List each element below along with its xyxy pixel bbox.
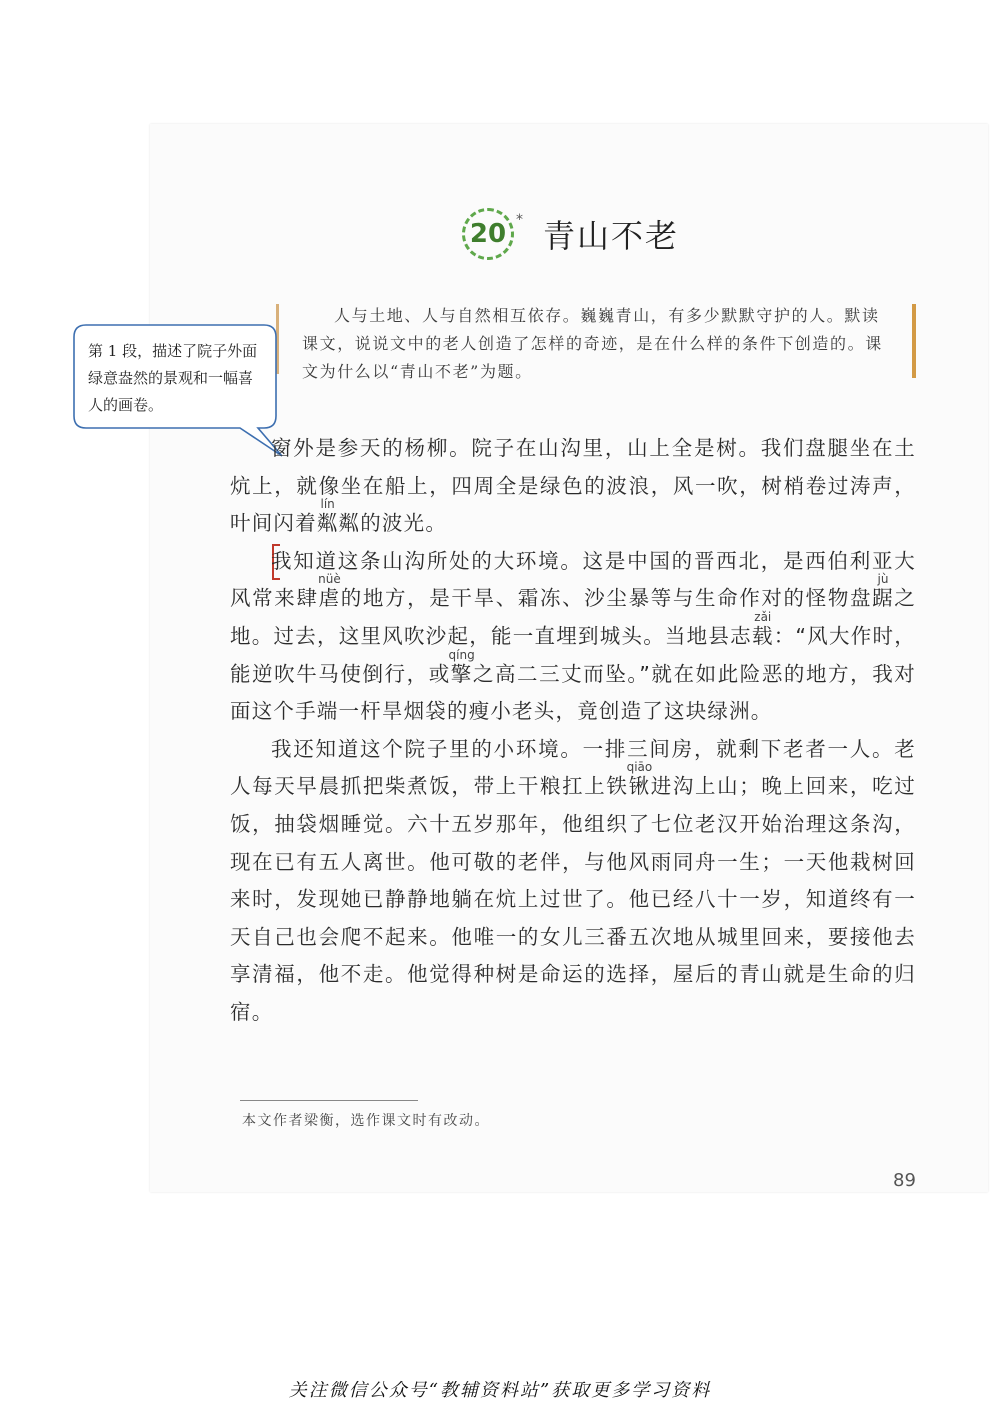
p2-text-a: 我知道这条山沟所处的大环境。这是中国的晋西北，是西伯利亚大风常来肆 — [230, 548, 916, 611]
lesson-star-mark: * — [516, 212, 523, 228]
lesson-body — [230, 430, 916, 1032]
pinyin: zǎi — [751, 609, 774, 624]
p2-text-b: 的地方，是干旱、霜冻、沙尘暴等与生命作对的怪物盘 — [340, 586, 873, 611]
footnote-divider — [240, 1100, 418, 1101]
pinyin: qíng — [448, 647, 475, 662]
paragraph-1 — [230, 430, 916, 543]
annotation-bubble — [72, 324, 278, 430]
paragraph-3 — [230, 731, 916, 1032]
ruby-nue — [318, 572, 341, 611]
p1-text-b: 粼的波光。 — [338, 511, 448, 536]
paragraph-2 — [230, 543, 916, 731]
ruby-char: 粼 — [316, 511, 339, 536]
ruby-char: 锹 — [626, 774, 653, 799]
pinyin: lín — [316, 497, 339, 512]
pinyin: nüè — [318, 572, 341, 587]
lesson-number-badge: 20 — [462, 208, 514, 260]
p2-text-e: 之高二三丈而坠。”就在如此险恶的地方，我对面这个手端一杆旱烟袋的瘦小老头，竟创造了这块绿洲。 — [230, 661, 916, 724]
ruby-qiao — [626, 760, 653, 799]
intro-right-bar — [912, 304, 916, 378]
ruby-char: 载 — [751, 623, 774, 648]
lesson-intro-text: 人与土地、人与自然相互依存。巍巍青山，有多少默默守护的人。默读课文，说说文中的老人创造了怎样的奇迹，是在什么样的条件下创造的。课文为什么以“青山不老”为题。 — [302, 306, 883, 381]
lesson-header — [462, 206, 679, 262]
p2-text-c: 之地。过去，这里风吹沙起，能一直埋到城头。当地县志 — [230, 586, 916, 648]
page-number: 89 — [893, 1170, 916, 1191]
ruby-qing — [448, 647, 475, 686]
ruby-ju — [872, 572, 895, 611]
lesson-intro-box — [276, 298, 916, 382]
p2-text-d: ：“风大作时，能逆吹牛马使倒行，或 — [230, 623, 916, 686]
ruby-char: 虐 — [318, 586, 341, 611]
ruby-char: 踞 — [872, 586, 895, 611]
pinyin: jù — [872, 572, 894, 587]
watermark-note: 关注微信公众号“教辅资料站”获取更多学习资料 — [288, 1380, 712, 1401]
ruby-lin — [316, 497, 339, 536]
lesson-title: 青山不老 — [543, 217, 680, 255]
pinyin: qiāo — [626, 760, 653, 775]
footnote: 本文作者梁衡，选作课文时有改动。 — [242, 1113, 490, 1129]
p1-text-a: 窗外是参天的杨柳。院子在山沟里，山上全是树。我们盘腿坐在土炕上，就像坐在船上，四周全是绿色的波浪，风一吹，树梢卷过涛声，叶间闪着 — [230, 436, 916, 536]
p3-text-a: 我还知道这个院子里的小环境。一排三间房，就剩下老者一人。老人每天早晨抓把柴煮饭，带上干粮扛上铁 — [230, 736, 916, 799]
ruby-char: 擎 — [448, 661, 475, 686]
p3-text-b: 进沟上山；晚上回来，吃过饭，抽袋烟睡觉。六十五岁那年，他组织了七位老汉开始治理这条沟，现在已有五人离世。他可敬的老伴，与他风雨同舟一生；一天他栽树回来时，发现她已静静地躺在炕上过世了。他已经八十一岁，知道终有一天自己也会爬不起来。他唯一的女儿三番五次地从城里回来，要接他去享清福，他不走。他觉得种树是命运的选择，屋后的青山就是生命的归宿。 — [230, 774, 916, 1024]
ruby-zai — [751, 609, 774, 648]
annotation-text: 第 1 段，描述了院子外面绿意盎然的景观和一幅喜人的画卷。 — [88, 342, 258, 414]
